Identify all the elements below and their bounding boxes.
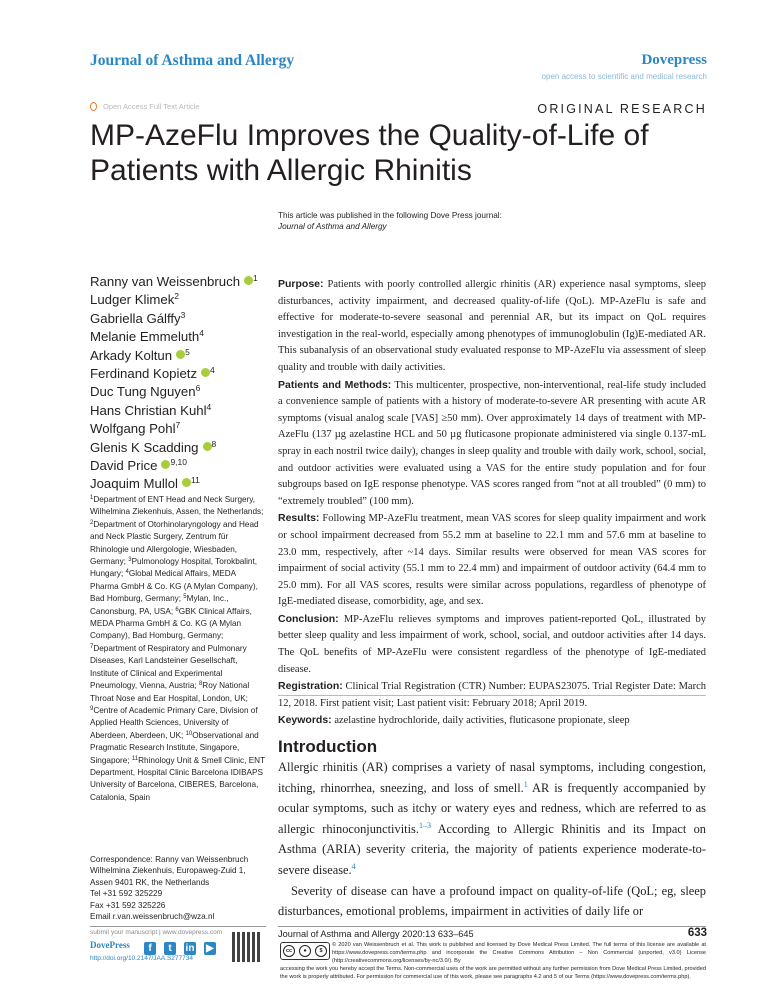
cc-icon: cc [283, 945, 295, 957]
correspondence-line: Wilhelmina Ziekenhuis, Europaweg-Zuid 1, [90, 866, 246, 876]
doi-link[interactable]: http://doi.org/10.2147/JAA.S277734 [90, 955, 193, 962]
facebook-icon[interactable]: f [144, 942, 156, 955]
author [90, 328, 258, 346]
author-affiliation-ref: 6 [195, 383, 201, 394]
affiliation-text: Global Medical Affairs, MEDA Pharma GmbH & Co. KG (A Mylan Company), Bad Homburg, Germany; [90, 569, 258, 604]
affiliations [90, 494, 266, 804]
keywords-text: azelastine hydrochloride, daily activities, fluticasone propionate, sleep [331, 715, 630, 727]
author [90, 365, 258, 383]
affiliation-number: 8 [198, 681, 203, 688]
author-name: Ludger Klimek [90, 292, 175, 308]
results-label: Results: [278, 512, 320, 525]
affiliation-number: 5 [183, 594, 187, 601]
linkedin-icon[interactable]: in [185, 943, 195, 954]
title-line-1: MP-AzeFlu Improves the Quality-of-Life of [90, 119, 649, 152]
publication-note-journal[interactable]: Journal of Asthma and Allergy [278, 222, 387, 231]
intro-paragraph-2: Severity of disease can have a profound impact on quality-of-life (QoL; eg, sleep disturbances, emotional problems, impairment in activities of daily life or [278, 883, 706, 919]
author-affiliation-ref: 3 [180, 309, 186, 320]
author [90, 402, 258, 420]
author-name: Duc Tung Nguyen [90, 384, 196, 400]
affiliation-number: 9 [90, 705, 94, 712]
author [90, 310, 258, 328]
abstract-keywords [278, 712, 706, 730]
affiliation-number: 3 [128, 557, 132, 564]
article-type: ORIGINAL RESEARCH [537, 102, 707, 116]
orcid-icon[interactable] [201, 368, 210, 377]
publisher-logo[interactable]: Dovepress [641, 52, 707, 68]
affiliation-number: 10 [185, 730, 193, 737]
author-affiliation-ref: 4 [199, 328, 204, 339]
correspondence-line[interactable]: Email r.van.weissenbruch@wza.nl [90, 912, 215, 922]
title-line-2: Patients with Allergic Rhinitis [90, 154, 472, 187]
affiliation-number: 4 [125, 569, 129, 576]
nc-icon: $ [315, 945, 327, 957]
purpose-label: Purpose: [278, 278, 324, 290]
affiliation-text: Rhinology Unit & Smell Clinic, ENT Department, Hospital Clinic Barcelona IDIBAPS University of Barcelona, CIBERES, Barcelona, Catalonia, Spain [90, 755, 265, 802]
orcid-icon[interactable] [182, 478, 191, 487]
author-affiliation-ref: 8 [211, 438, 217, 449]
purpose-text: Patients with poorly controlled allergic rhinitis (AR) experience nasal symptoms, sleep disturbances, activity impairment, and decreased quality-of-life (QoL). MP-AzeFlu is safe and effective for moderate-to-severe seasonal and perennial AR, but its impact on QoL requires investigation in the real-world, especially among phenotypes of immunoglobulin (Ig)E-mediated AR. This subanalysis of an observational study evaluated response to MP-AzeFlu via assessment of sleep quality and trouble with daily activities. [278, 279, 706, 373]
open-access-text: Open Access Full Text Article [103, 102, 200, 111]
author-affiliation-ref: 7 [175, 420, 181, 431]
license-text: © 2020 van Weissenbruch et al. This work is published and licensed by Dove Medical Press Limited. The full terms of this license are available at https://www.dovepress.com/terms.php and incorporate the Creative Commons Attribution – Non Commercial (unported, v3.0) License (http://creativecommons.org/licenses/by-nc/3.0/). By [332, 942, 706, 964]
author [90, 475, 258, 493]
intro-heading: Introduction [278, 737, 378, 756]
author [90, 291, 258, 309]
abstract [278, 276, 706, 730]
license-text-continued: accessing the work you hereby accept the Terms. Non-commercial uses of the work are permitted without any further permission from Dove Medical Press Limited, provided the work is properly attributed. For permission for commercial use of this work, please see paragraphs 4.2 and 5 of our Terms (https://www.dovepress.com/terms.php). [280, 966, 706, 980]
author-name: Hans Christian Kuhl [90, 402, 207, 418]
qr-code [232, 932, 262, 962]
author-name: Ranny van Weissenbruch [90, 274, 241, 289]
affiliation-text: Department of Respiratory and Pulmonary Diseases, Karl Landsteiner Gesellschaft, Institute of Clinical and Experimental Pneumology, Vienna, Austria; [90, 643, 247, 691]
abstract-purpose [278, 276, 706, 377]
author-name: Wolfgang Pohl [90, 421, 176, 437]
author [90, 439, 258, 457]
by-icon: ● [299, 945, 311, 957]
affiliation-number: 11 [131, 755, 139, 762]
publication-note-text: This article was published in the following Dove Press journal: [278, 211, 502, 220]
author-name: Melanie Emmeluth [90, 329, 200, 345]
publisher-tagline: open access to scientific and medical research [541, 72, 707, 81]
intro-body [278, 757, 706, 922]
methods-label: Patients and Methods: [278, 378, 392, 391]
affiliation-number: 7 [90, 643, 94, 650]
author-affiliation-ref: 4 [206, 401, 212, 412]
abstract-conclusion [278, 611, 706, 678]
author [90, 273, 258, 291]
conclusion-label: Conclusion: [278, 612, 339, 625]
affiliation-number: 2 [90, 519, 94, 526]
affiliation-number: 6 [175, 606, 179, 613]
affiliation-text: Department of ENT Head and Neck Surgery, Wilhelmina Ziekenhuis, Assen, the Netherlands; [90, 495, 264, 517]
orcid-icon[interactable] [176, 350, 185, 359]
author [90, 457, 258, 475]
affiliation-text: Mylan, Inc., Canonsburg, PA, USA; [90, 594, 229, 616]
intro-paragraph-1: Allergic rhinitis (AR) comprises a variety of nasal symptoms, including congestion, itching, rhinorrhea, sneezing, and loss of smell.$^1$ AR is frequently accompanied by ocular symptoms, such as itchy or watery eyes and redness, which are referred to as allergic rhinoconjunctivitis.$^{1-3}$ According to Allergic Rhinitis and its Impact on Asthma (ARIA) severity criteria, the majority of patients experience moderate-to-severe disease.$^4$ [278, 760, 707, 877]
open-access-icon [90, 102, 97, 111]
author-list [90, 273, 258, 494]
footer-divider-left [90, 926, 266, 927]
author-affiliation-ref: 11 [190, 475, 200, 486]
citation-link[interactable]: 1–3 [418, 820, 431, 830]
article-title [90, 118, 710, 188]
correspondence-line: Tel +31 592 325229 [90, 889, 163, 899]
open-access-label [90, 102, 200, 111]
affiliation-text: Roy National Throat Nose and Ear Hospital, London, UK; [90, 681, 250, 703]
affiliation-number: 1 [90, 495, 94, 501]
author-affiliation-ref: 5 [185, 346, 190, 357]
affiliation-text: GBK Clinical Affairs, MEDA Pharma GmbH & Co. KG (A Mylan Company), Bad Homburg, Germany; [90, 606, 252, 641]
citation-link[interactable]: 1 [523, 779, 528, 789]
journal-citation: Journal of Asthma and Allergy 2020:13 633–645 [278, 929, 474, 939]
author-name: Glenis K Scadding [90, 439, 199, 455]
abstract-results [278, 510, 706, 611]
divider [278, 695, 706, 696]
correspondence-line: Assen 9401 RK, the Netherlands [90, 877, 210, 887]
author-name: Gabriella Gálffy [90, 310, 181, 326]
cc-license-badge[interactable] [280, 942, 330, 960]
correspondence [90, 854, 270, 922]
author-name: Ferdinand Kopietz [90, 366, 198, 382]
twitter-icon[interactable]: t [164, 942, 176, 955]
affiliation-text: Centre of Academic Primary Care, Division of Applied Health Sciences, University of Aberdeen, Aberdeen, UK; [90, 705, 258, 740]
conclusion-text: MP-AzeFlu relieves symptoms and improves patient-reported QoL, illustrated by better sleep quality and less impairment of work, school, social, and outdoor activities after 14 days. The QoL benefits of MP-AzeFlu were consistent regardless of the phenotype of IgE-mediated disease. [278, 613, 706, 675]
social-links [144, 938, 224, 956]
publication-note [278, 210, 502, 232]
journal-name: Journal of Asthma and Allergy [90, 52, 295, 69]
affiliation-text: Pulmonology Hospital, Torokbalint, Hungary; [90, 557, 258, 579]
video-icon[interactable]: ▶ [204, 942, 216, 955]
methods-text: This multicenter, prospective, non-interventional, real-life study included a convenience sample of patients with a history of moderate-to-severe AR presenting with acute AR symptoms (visual analog scale [VAS] ≥50 mm). Over approximately 14 days of treatment with MP-AzeFlu (137 µg azelastine HCL and 50 µg fluticasone propionate administered via single 0.137-mL spray in each nostril twice daily), changes in sleep quality and trouble with daily work, school, social, and outdoor activities were evaluated using a VAS for the entire study population and for four subgroups based on IgE response phenotype. VAS scores ranged from “not at all troubled” (0 mm) to “extremely troubled” (100 mm). [278, 379, 706, 507]
dovepress-logo[interactable]: DovePress [90, 940, 130, 950]
orcid-icon[interactable] [244, 276, 253, 285]
affiliation-text: Observational and Pragmatic Research Institute, Singapore, Singapore; [90, 730, 259, 765]
author-name: David Price [90, 458, 158, 474]
footer-divider-right [278, 926, 706, 927]
orcid-icon[interactable] [203, 442, 212, 451]
correspondence-line: Correspondence: Ranny van Weissenbruch [90, 855, 249, 864]
abstract-methods [278, 377, 706, 511]
author-affiliation-ref: 4 [210, 365, 215, 376]
author [90, 383, 258, 401]
affiliation-text: Department of Otorhinolaryngology and Head and Neck Plastic Surgery, Zentrum für Rhinologie und Allergologie, Wiesbaden, Germany; [90, 519, 259, 567]
author-affiliation-ref: 9,10 [170, 457, 187, 468]
keywords-label: Keywords: [278, 714, 332, 727]
registration-label: Registration: [278, 680, 343, 693]
correspondence-line: Fax +31 592 325226 [90, 900, 166, 910]
author [90, 420, 258, 438]
author [90, 347, 258, 365]
author-affiliation-ref: 2 [174, 291, 180, 302]
submit-manuscript-link[interactable]: submit your manuscript | www.dovepress.com [90, 929, 223, 936]
citation-link[interactable]: 4 [351, 861, 356, 871]
author-affiliation-ref: 1 [253, 273, 258, 283]
results-text: Following MP-AzeFlu treatment, mean VAS scores for sleep quality impairment and work or school impairment decreased from 55.2 mm at baseline to 22.1 mm and 57.6 mm at baseline to 23.0 mm, respectively, after ~14 days. Similar results were observed for mean VAS scores for impairment of social activity (55.1 mm to 22.4 mm) and impairment of outdoor activity (64.4 mm to 25.0 mm). For all VAS scores, results were similar across populations, regardless of phenotype of IgE-mediated disease, comorbidity, age, and sex. [278, 513, 706, 608]
registration-text: Clinical Trial Registration (CTR) Number: EUPAS23075. Trial Register Date: March 12, 2018. First patient visit; Last patient visit: February 2018; April 2019. [278, 681, 706, 709]
page-number: 633 [687, 927, 707, 939]
author-name: Joaquim Mullol [90, 476, 178, 492]
author-name: Arkady Koltun [90, 347, 173, 363]
